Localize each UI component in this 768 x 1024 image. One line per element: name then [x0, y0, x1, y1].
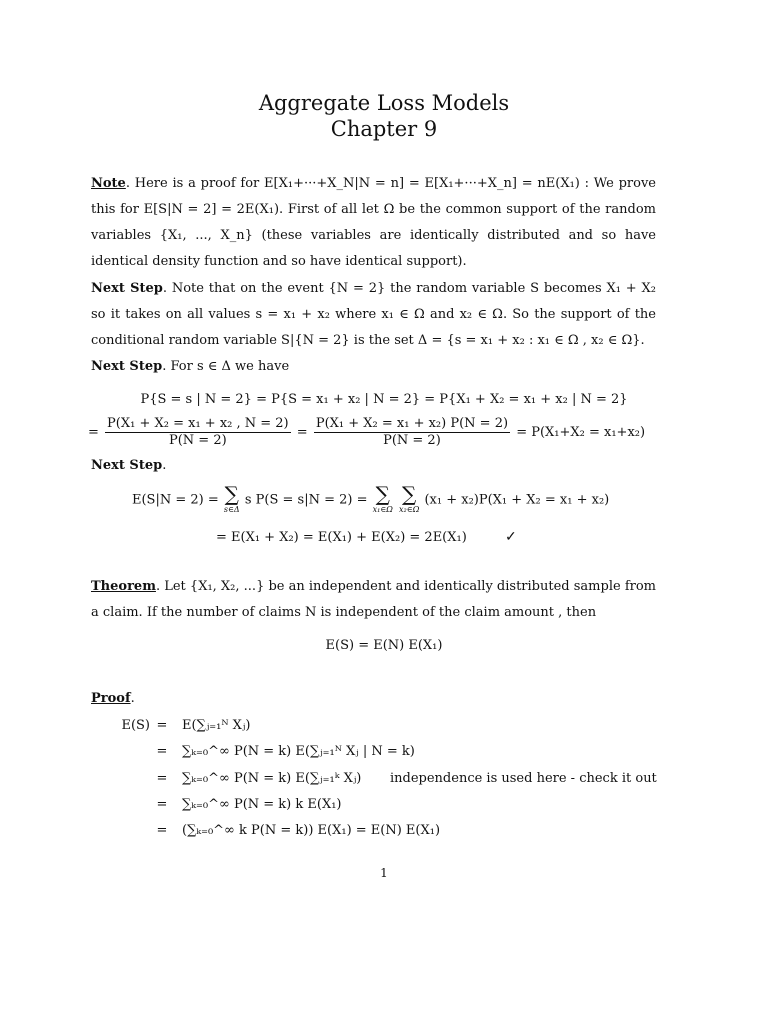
proof-remark: independence is used here - check it out — [390, 771, 657, 786]
fraction-1-denominator: P(N = 2) — [168, 433, 227, 448]
proof-dot: . — [130, 691, 135, 706]
expectation-result-text: = E(X₁ + X₂) = E(X₁) + E(X₂) = 2E(X₁) — [216, 530, 467, 545]
theorem-equation: E(S) = E(N) E(X₁) — [325, 638, 443, 653]
proof-lhs: E(S) — [121, 718, 150, 733]
sum-symbol-icon: ∑ — [402, 482, 417, 506]
sum-symbol-icon: ∑ — [224, 482, 239, 506]
proof-equals-2: = — [156, 771, 168, 786]
proof-row-2: ∑ₖ₌₀^∞ P(N = k) E(∑ⱼ₌₁ᵏ Xⱼ) — [182, 771, 362, 786]
page-number: 1 — [380, 866, 388, 880]
theorem-label: Theorem — [91, 579, 156, 594]
fraction-2-denominator: P(N = 2) — [383, 433, 441, 448]
proof-equals-3: = — [156, 797, 168, 812]
proof-row-3: ∑ₖ₌₀^∞ P(N = k) k E(X₁) — [182, 797, 342, 812]
expectation-lhs: E(S|N = 2) = — [132, 492, 219, 508]
next-step-2-text: . For s ∈ Δ we have — [162, 359, 290, 374]
proof-row-1: ∑ₖ₌₀^∞ P(N = k) E(∑ⱼ₌₁ᴺ Xⱼ | N = k) — [182, 744, 415, 759]
fraction-1-numerator: P(X₁ + X₂ = x₁ + x₂ , N = 2) — [107, 416, 289, 431]
proof-row-0: E(∑ⱼ₌₁ᴺ Xⱼ) — [182, 718, 251, 733]
next-step-3-label: Next Step — [91, 458, 163, 473]
note-paragraph — [91, 171, 656, 275]
theorem-text: . Let {X₁, X₂, ...} be an independent and identically distributed sample from a claim. If the number of claims N is independent of the claim amount , then — [91, 579, 656, 620]
equation-conditional-probability: P{S = s | N = 2} = P{S = x₁ + x₂ | N = 2} = P{X₁ + X₂ = x₁ + x₂ | N = 2} — [140, 392, 628, 407]
note-label: Note — [91, 176, 126, 191]
fraction-independent-probability — [314, 416, 510, 449]
proof-equals-1: = — [156, 744, 168, 759]
equation-lead-equals: = — [88, 425, 99, 440]
equation-expectation-result — [216, 529, 517, 545]
next-step-1-label: Next Step — [91, 281, 163, 296]
document-subtitle: Chapter 9 — [330, 117, 438, 141]
note-text: . Here is a proof for E[X₁+···+X_N|N = n] = E[X₁+···+X_n] = nE(X₁) : We prove this for E[S|N = 2] = 2E(X₁). First of all let Ω be the common support of the random variables {X₁, ..., X_n} (these variables are identically distributed and so have identical density function and so have identical support). — [91, 176, 656, 269]
equation-mid-equals: = — [296, 425, 308, 440]
document-title: Aggregate Loss Models — [258, 91, 510, 115]
checkmark-icon: ✓ — [504, 529, 517, 545]
fraction-2-numerator: P(X₁ + X₂ = x₁ + x₂) P(N = 2) — [315, 416, 509, 431]
sum-symbol-icon: ∑ — [375, 482, 390, 506]
equation-expectation-sum — [132, 484, 609, 516]
equation-tail: = P(X₁+X₂ = x₁+x₂) — [516, 425, 646, 440]
proof-equals-4: = — [156, 823, 168, 838]
next-step-3-dot: . — [162, 458, 167, 473]
next-step-2-paragraph — [91, 354, 656, 380]
equation-fraction-chain — [88, 416, 645, 449]
next-step-3-paragraph — [91, 453, 656, 479]
sum-limit-x2: x₂∈Ω — [399, 505, 420, 514]
sum-limit-delta: s∈Δ — [223, 505, 240, 514]
sum-over-x1 — [373, 484, 393, 516]
expectation-mid: s P(S = s|N = 2) = — [244, 492, 368, 508]
sum-over-delta — [224, 484, 240, 516]
theorem-paragraph — [91, 574, 656, 626]
expectation-tail: (x₁ + x₂)P(X₁ + X₂ = x₁ + x₂) — [424, 492, 610, 508]
proof-row-4: (∑ₖ₌₀^∞ k P(N = k)) E(X₁) = E(N) E(X₁) — [182, 823, 441, 838]
next-step-2-label: Next Step — [91, 359, 163, 374]
proof-label: Proof — [91, 691, 131, 706]
fraction-joint-probability — [105, 416, 291, 449]
next-step-1-paragraph — [91, 276, 656, 354]
next-step-1-text: . Note that on the event {N = 2} the random variable S becomes X₁ + X₂ so it takes on all values s = x₁ + x₂ where x₁ ∈ Ω and x₂ ∈ Ω. So the support of the conditional random variable S|{N = 2} is the set Δ = {s = x₁ + x₂ : x₁ ∈ Ω , x₂ ∈ Ω}. — [91, 281, 656, 348]
sum-limit-x1: x₁∈Ω — [372, 505, 393, 514]
proof-equals-0: = — [156, 718, 168, 733]
proof-equation-array — [0, 718, 768, 848]
proof-heading — [91, 686, 656, 712]
sum-over-x2 — [399, 484, 419, 516]
